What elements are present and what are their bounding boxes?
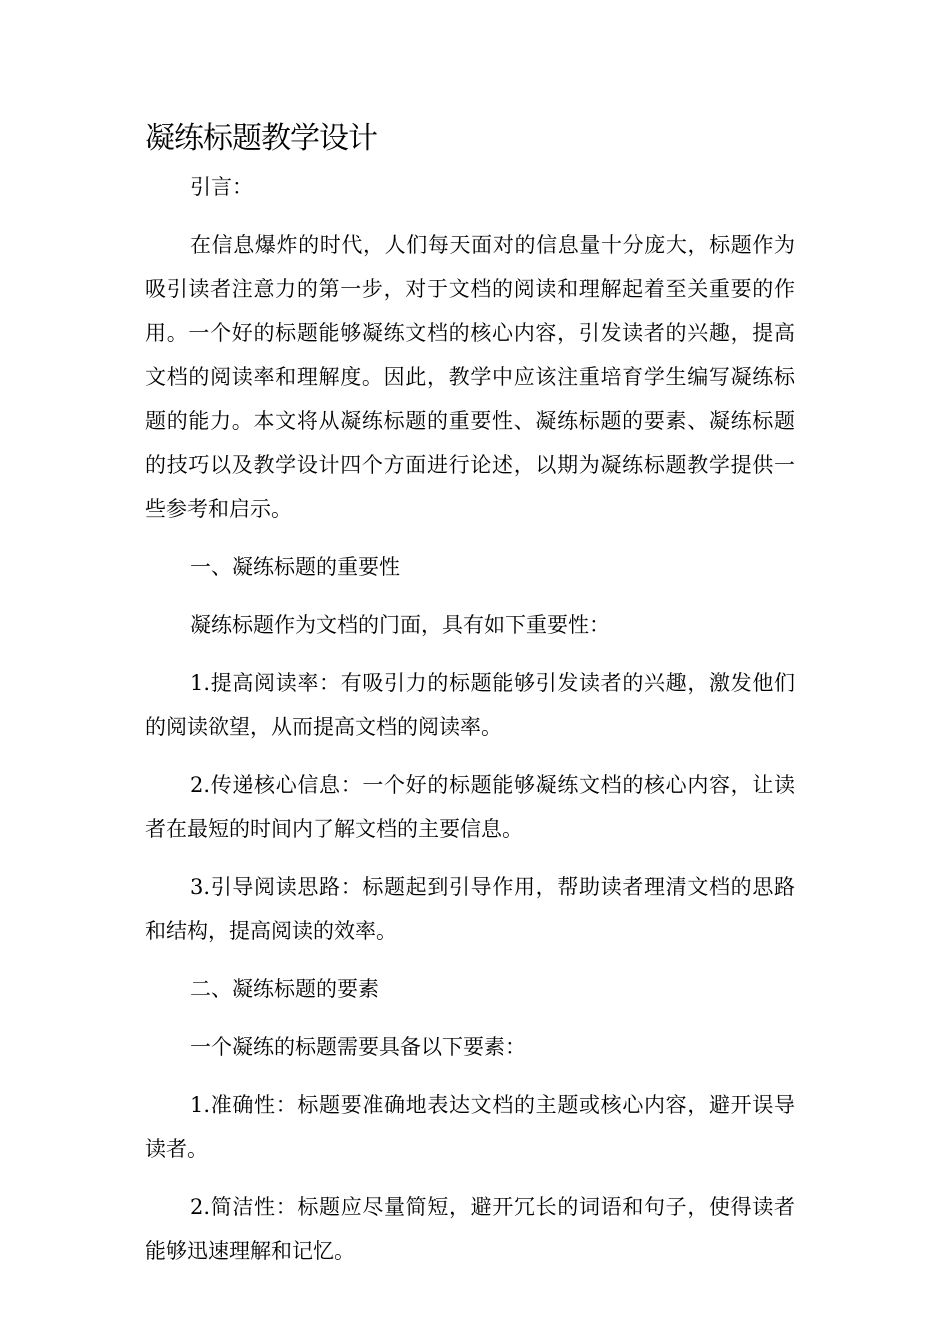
intro-heading: 引言： [190, 175, 253, 199]
intro-paragraph: 在信息爆炸的时代，人们每天面对的信息量十分庞大，标题作为吸引读者注意力的第一步，对于文档的阅读和理解起着至关重要的作用。一个好的标题能够凝练文档的核心内容，引发读者的兴趣，提高文档的阅读率和理解度。因此，教学中应该注重培育学生编写凝练标题的能力。本文将从凝练标题的重要性、凝练标题的要素、凝练标题的技巧以及教学设计四个方面进行论述，以期为凝练标题教学提供一些参考和启示。 [145, 233, 795, 521]
section-heading-importance: 一、凝练标题的重要性 [190, 555, 400, 579]
importance-item-2: 2.传递核心信息：一个好的标题能够凝练文档的核心内容，让读者在最短的时间内了解文档的主要信息。 [145, 773, 795, 841]
importance-lead: 凝练标题作为文档的门面，具有如下重要性： [190, 613, 610, 637]
document-body [145, 165, 795, 1287]
importance-item-1: 1.提高阅读率：有吸引力的标题能够引发读者的兴趣，激发他们的阅读欲望，从而提高文档的阅读率。 [145, 671, 795, 739]
elements-lead: 一个凝练的标题需要具备以下要素： [190, 1035, 526, 1059]
document-title: 凝练标题教学设计 [145, 121, 377, 156]
section-heading-elements: 二、凝练标题的要素 [190, 977, 379, 1001]
importance-item-3: 3.引导阅读思路：标题起到引导作用，帮助读者理清文档的思路和结构，提高阅读的效率。 [145, 875, 795, 943]
elements-item-1: 1.准确性：标题要准确地表达文档的主题或核心内容，避开误导读者。 [145, 1093, 795, 1161]
elements-item-2: 2.简洁性：标题应尽量简短，避开冗长的词语和句子，使得读者能够迅速理解和记忆。 [145, 1195, 795, 1263]
